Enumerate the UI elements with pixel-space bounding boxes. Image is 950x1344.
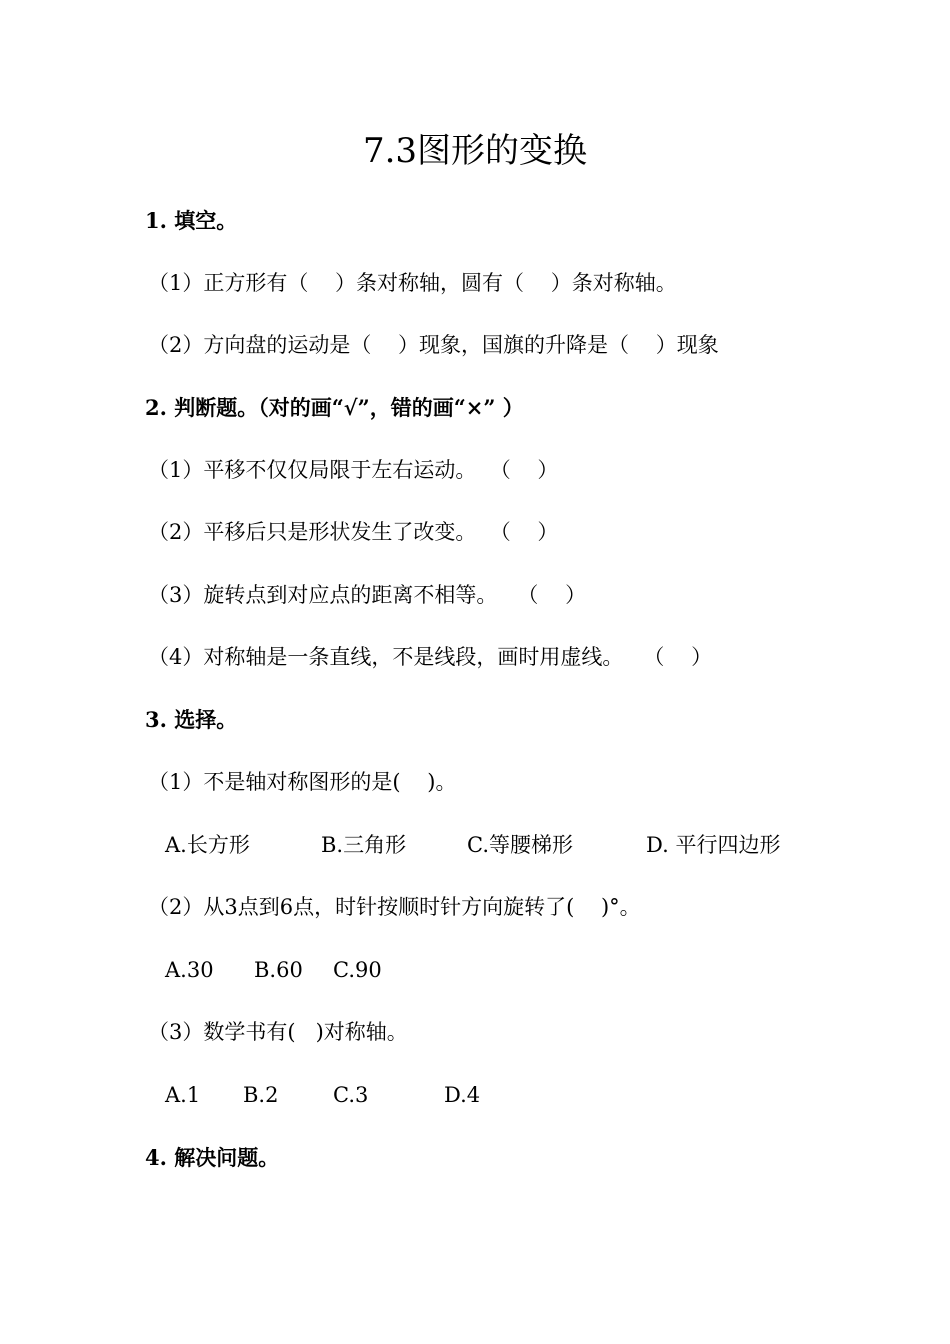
option-a: A.长方形 <box>165 833 250 857</box>
section-3-heading: 3. 选择。 <box>145 707 238 732</box>
option-c: C.等腰梯形 <box>467 833 573 857</box>
section-1-heading: 1. 填空。 <box>145 208 238 233</box>
option-b: B.2 <box>243 1083 279 1107</box>
section-4-heading: 4. 解决问题。 <box>145 1145 280 1170</box>
section-3-question-2: （2）从3点到6点，时针按顺时针方向旋转了( )°。 <box>148 895 641 919</box>
option-b: B.60 <box>254 958 303 982</box>
option-d: D.4 <box>444 1083 481 1107</box>
option-c: C.90 <box>333 958 382 982</box>
option-c: C.3 <box>333 1083 369 1107</box>
section-2-question-3: （3）旋转点到对应点的距离不相等。 （ ） <box>148 583 587 607</box>
section-3-question-1: （1）不是轴对称图形的是( )。 <box>148 770 457 794</box>
section-1-question-1: （1）正方形有（ ）条对称轴，圆有（ ）条对称轴。 <box>148 271 677 295</box>
section-2-heading: 2. 判断题。（对的画“√”，错的画“×” ） <box>145 395 524 420</box>
section-1-question-2: （2）方向盘的运动是（ ）现象，国旗的升降是（ ）现象 <box>148 333 719 357</box>
section-3-question-3: （3）数学书有( )对称轴。 <box>148 1020 408 1044</box>
section-2-question-2: （2）平移后只是形状发生了改变。 （ ） <box>148 520 559 544</box>
section-2-question-1: （1）平移不仅仅局限于左右运动。 （ ） <box>148 458 559 482</box>
option-a: A.1 <box>165 1083 201 1107</box>
option-b: B.三角形 <box>321 833 407 857</box>
option-d: D. 平行四边形 <box>646 833 781 857</box>
page-title: 7.3图形的变换 <box>362 131 588 171</box>
section-2-question-4: （4）对称轴是一条直线，不是线段，画时用虚线。 （ ） <box>148 645 713 669</box>
option-a: A.30 <box>165 958 214 982</box>
